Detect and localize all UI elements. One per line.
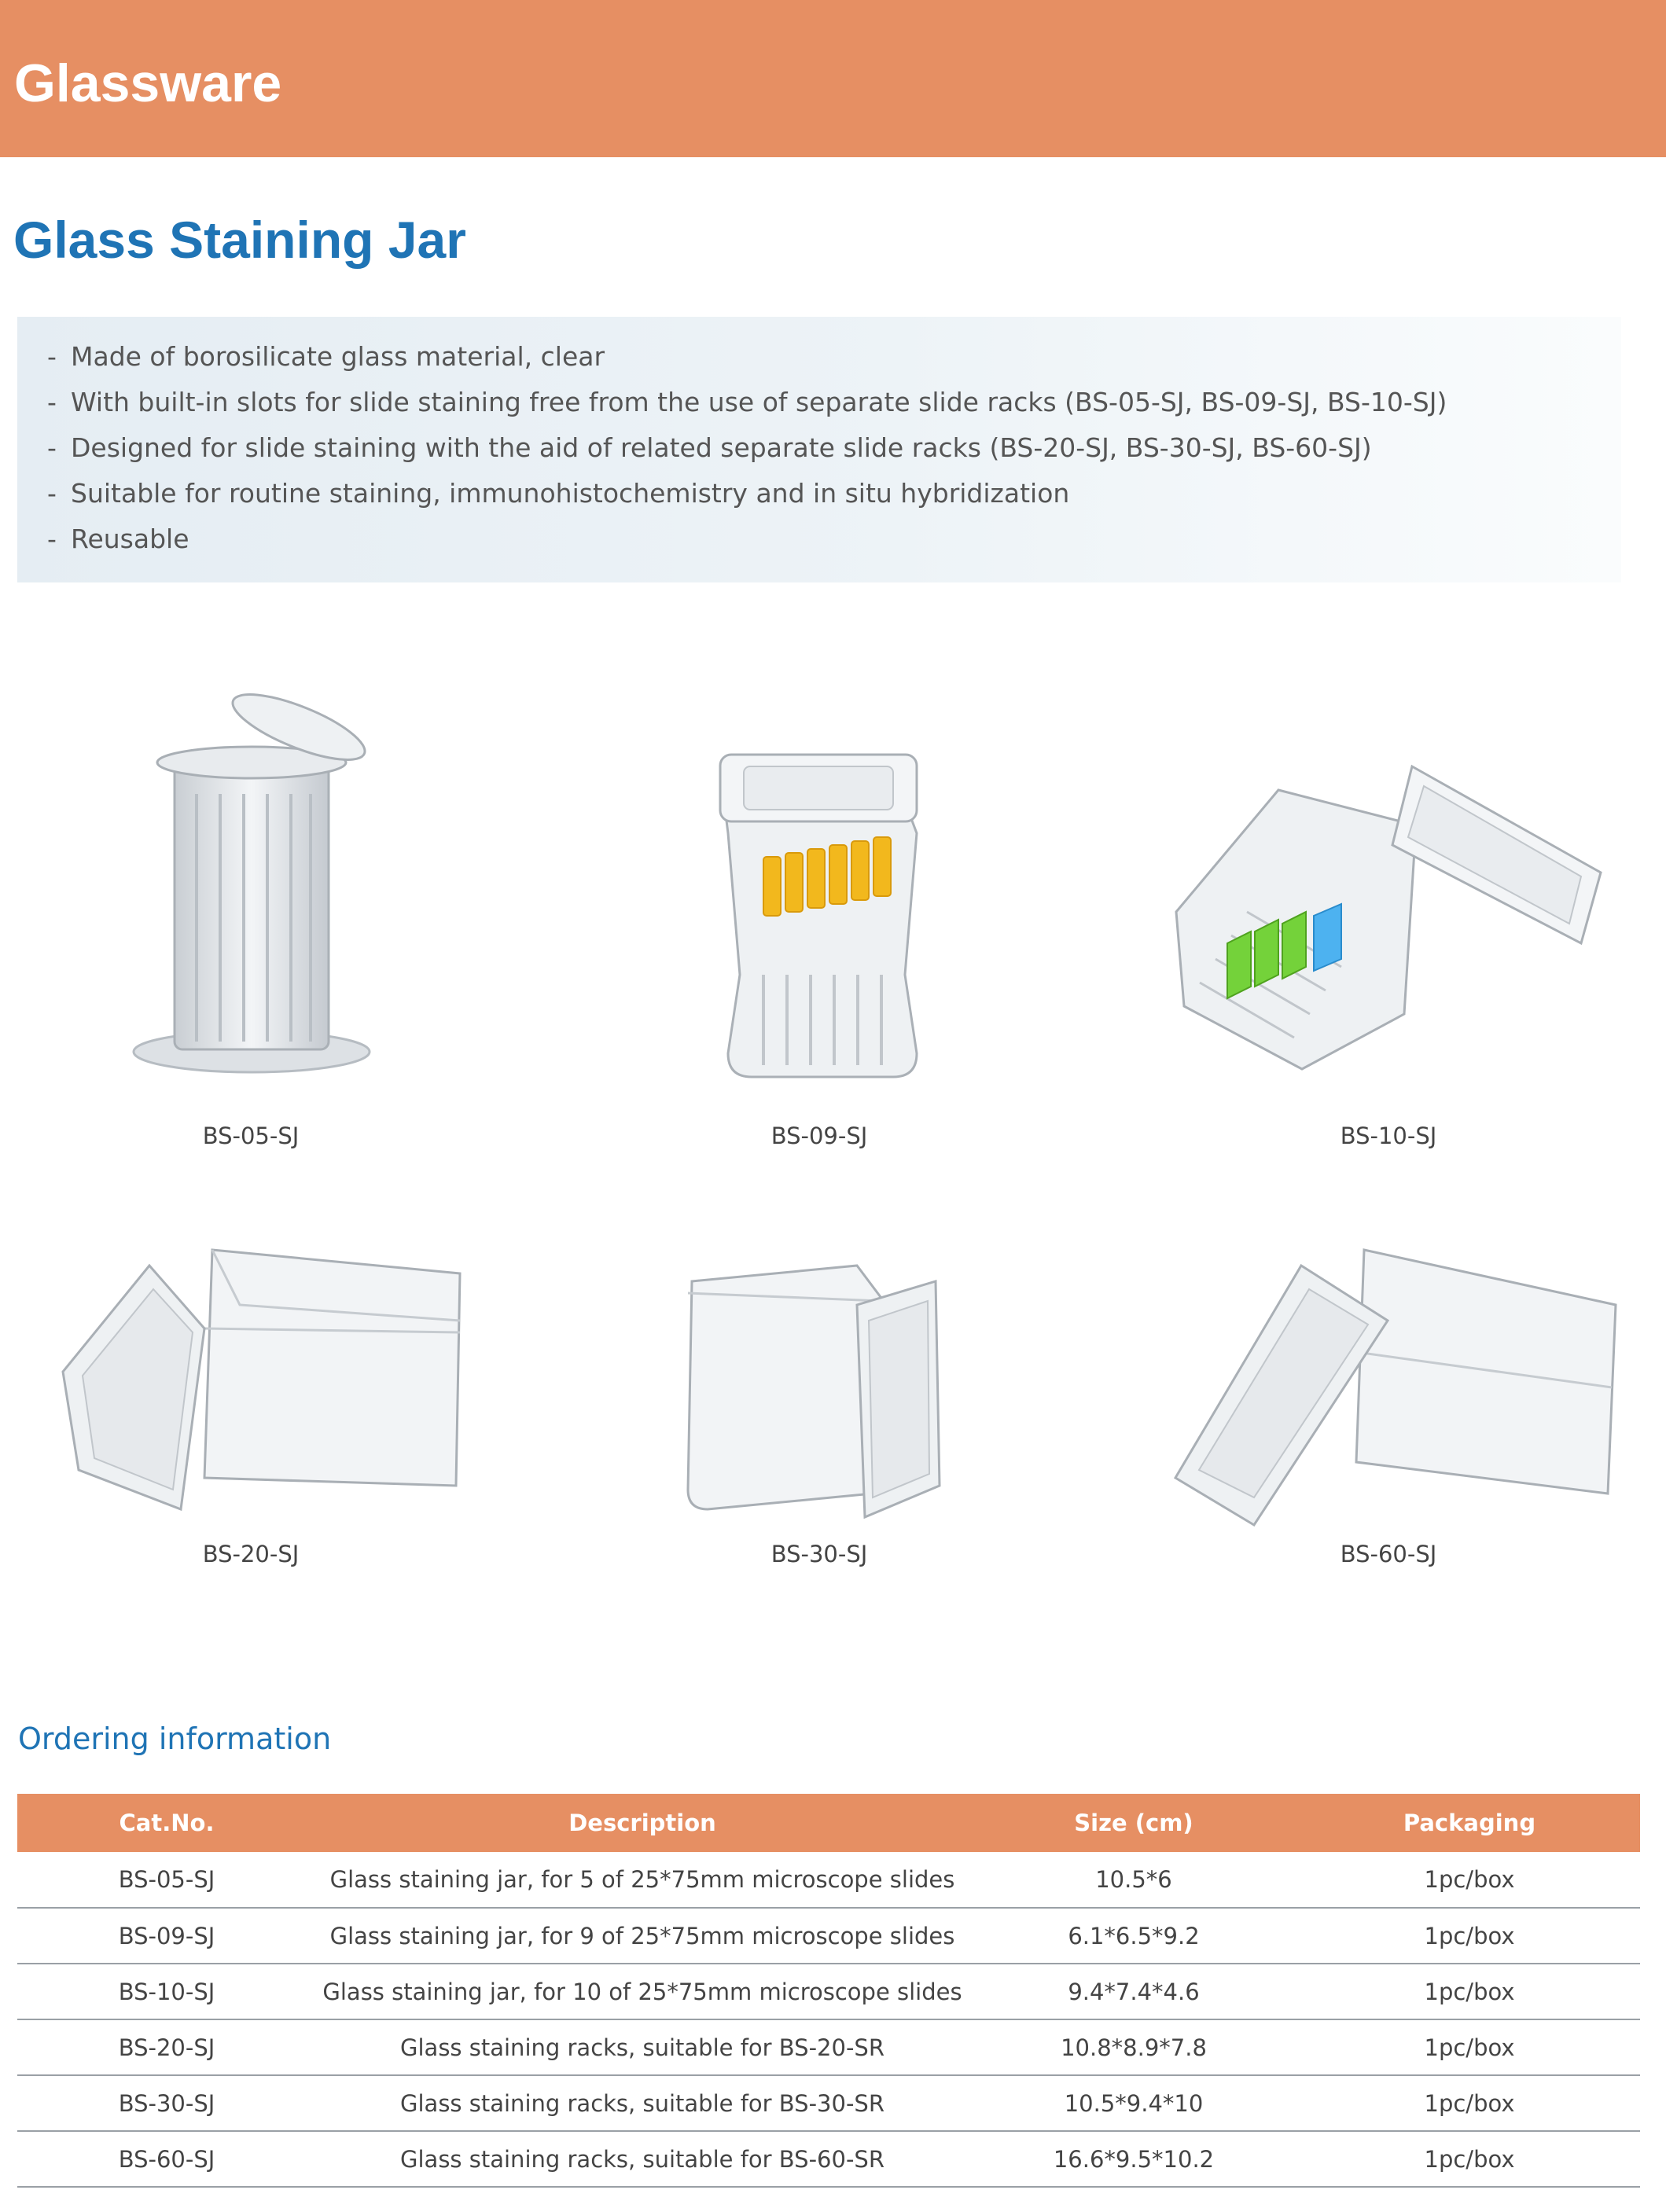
cat-no-cell: BS-20-SJ <box>17 2019 316 2075</box>
table-row <box>17 2131 1640 2187</box>
description-cell: Glass staining jar, for 9 of 25*75mm microscope slides <box>316 1908 969 1964</box>
product-card <box>16 684 487 1077</box>
cat-no-cell: BS-10-SJ <box>17 1964 316 2019</box>
cat-no-cell: BS-09-SJ <box>17 1908 316 1964</box>
feature-panel <box>17 317 1621 582</box>
description-cell: Glass staining racks, suitable for BS-60-SR <box>316 2131 969 2187</box>
size-cell: 16.6*9.5*10.2 <box>969 2131 1299 2187</box>
product-code: BS-09-SJ <box>770 1123 868 1149</box>
product-code: BS-10-SJ <box>1340 1123 1437 1149</box>
glass-box-with-lid-icon <box>47 1234 487 1517</box>
packaging-cell: 1pc/box <box>1299 2075 1640 2131</box>
column-header: Description <box>316 1794 969 1852</box>
flat-jar-with-green-slides-icon <box>1153 747 1624 1085</box>
packaging-cell: 1pc/box <box>1299 2131 1640 2187</box>
description-cell: Glass staining jar, for 10 of 25*75mm microscope slides <box>316 1964 969 2019</box>
feature-item: - Reusable <box>47 524 189 554</box>
feature-item: - Designed for slide staining with the aid of related separate slide racks (BS-20-SJ, BS-30-SJ, BS-60-SJ) <box>47 432 1372 463</box>
wide-glass-box-with-lid-icon <box>1168 1234 1631 1541</box>
description-cell: Glass staining jar, for 5 of 25*75mm microscope slides <box>316 1852 969 1908</box>
packaging-cell: 1pc/box <box>1299 2019 1640 2075</box>
product-card <box>1153 747 1624 1085</box>
packaging-cell: 1pc/box <box>1299 1964 1640 2019</box>
glass-cube-with-lid-icon <box>621 1250 1014 1533</box>
feature-item: - With built-in slots for slide staining free from the use of separate slide racks (BS-05-SJ, BS-09-SJ, BS-10-SJ) <box>47 387 1447 417</box>
table-header-row <box>17 1794 1640 1852</box>
packaging-cell: 1pc/box <box>1299 1852 1640 1908</box>
column-header: Size (cm) <box>969 1794 1299 1852</box>
product-code: BS-20-SJ <box>202 1541 300 1567</box>
product-card <box>582 1250 1054 1533</box>
product-card <box>1164 1234 1635 1541</box>
column-header: Cat.No. <box>17 1794 316 1852</box>
feature-item: - Suitable for routine staining, immunohistochemistry and in situ hybridization <box>47 478 1070 509</box>
ordering-title: Ordering information <box>18 1721 332 1756</box>
section-banner <box>0 0 1666 157</box>
column-header: Packaging <box>1299 1794 1640 1852</box>
product-code: BS-05-SJ <box>202 1123 300 1149</box>
feature-item: - Made of borosilicate glass material, clear <box>47 341 605 372</box>
size-cell: 10.5*9.4*10 <box>969 2075 1299 2131</box>
table-row <box>17 1964 1640 2019</box>
product-card <box>31 1234 503 1517</box>
section-title: Glassware <box>14 53 282 113</box>
feature-list <box>47 334 1447 562</box>
size-cell: 10.5*6 <box>969 1852 1299 1908</box>
product-code: BS-60-SJ <box>1340 1541 1437 1567</box>
packaging-cell: 1pc/box <box>1299 1908 1640 1964</box>
table-row <box>17 2019 1640 2075</box>
cat-no-cell: BS-05-SJ <box>17 1852 316 1908</box>
description-cell: Glass staining racks, suitable for BS-30-SR <box>316 2075 969 2131</box>
ordering-table <box>17 1794 1640 2188</box>
cat-no-cell: BS-60-SJ <box>17 2131 316 2187</box>
product-card <box>583 739 1054 1085</box>
table-row <box>17 1908 1640 1964</box>
size-cell: 9.4*7.4*4.6 <box>969 1964 1299 2019</box>
description-cell: Glass staining racks, suitable for BS-20-SR <box>316 2019 969 2075</box>
table-row <box>17 1852 1640 1908</box>
size-cell: 10.8*8.9*7.8 <box>969 2019 1299 2075</box>
product-code: BS-30-SJ <box>770 1541 868 1567</box>
upright-coplin-jar-icon <box>118 684 385 1077</box>
square-jar-with-yellow-slides-icon <box>693 739 944 1085</box>
size-cell: 6.1*6.5*9.2 <box>969 1908 1299 1964</box>
table-row <box>17 2075 1640 2131</box>
cat-no-cell: BS-30-SJ <box>17 2075 316 2131</box>
page-title: Glass Staining Jar <box>13 211 466 269</box>
